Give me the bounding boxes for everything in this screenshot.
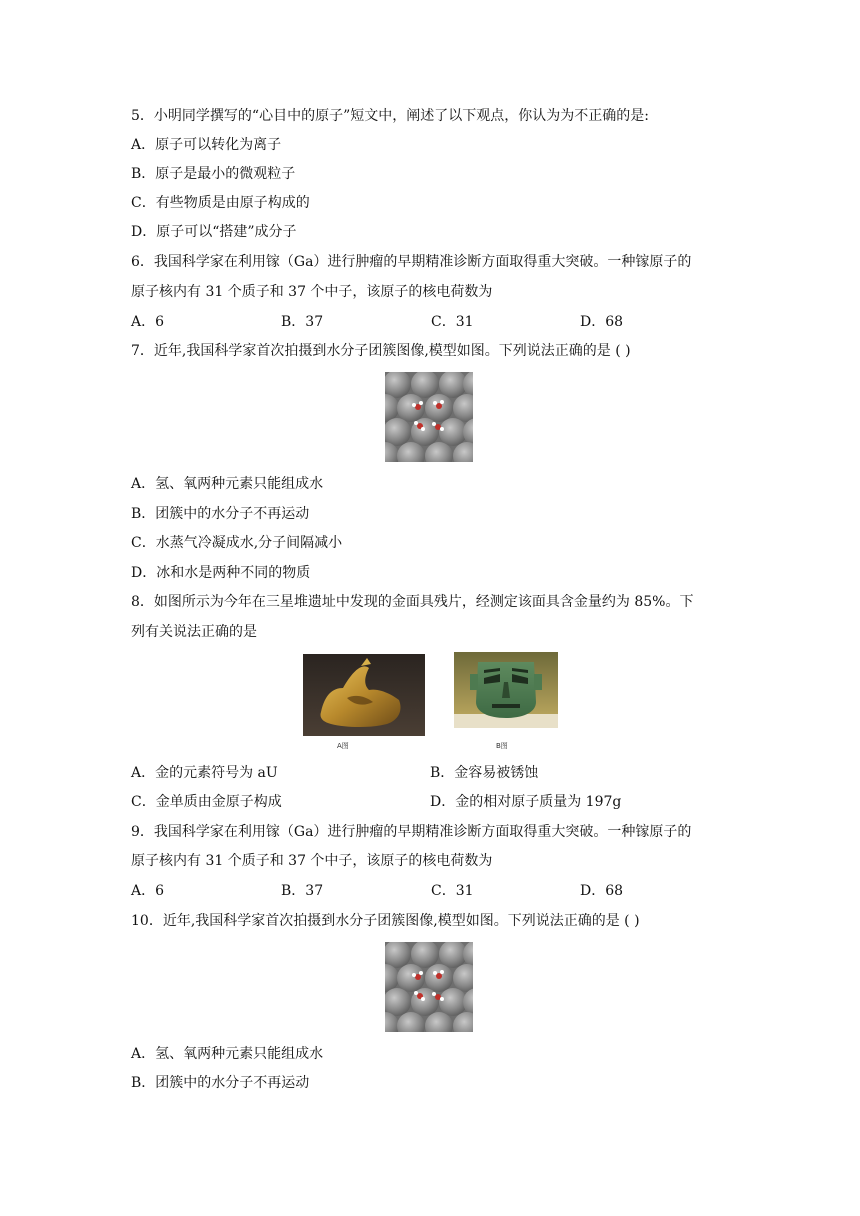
q7-option-d: D．冰和水是两种不同的物质 [131,565,311,581]
water-cluster-image [385,372,473,462]
q6-option-d: D．68 [580,314,624,330]
question-9-stem-line1: 9．我国科学家在利用镓（Ga）进行肿瘤的早期精准诊断方面取得重大突破。一种镓原子的 [131,824,692,840]
q9-option-d: D．68 [580,883,624,899]
q9-option-c: C．31 [431,883,474,899]
q7-option-c: C．水蒸气冷凝成水,分子间隔减小 [131,535,343,551]
q7-option-a: A．氢、氧两种元素只能组成水 [131,476,324,492]
question-5-stem: 5．小明同学撰写的“心目中的原子”短文中，阐述了以下观点，你认为为不正确的是: [131,108,649,124]
question-8-stem-line1: 8．如图所示为今年在三星堆遗址中发现的金面具残片，经测定该面具含金量约为 85%。下 [131,594,694,610]
q7-option-b: B．团簇中的水分子不再运动 [131,506,310,522]
q8-option-b: B．金容易被锈蚀 [430,765,539,781]
bronze-mask-image [454,652,558,728]
water-cluster-image-2 [385,942,473,1032]
q6-option-b: B．37 [281,314,324,330]
q6-option-a: A．6 [131,314,165,330]
question-6-stem-line1: 6．我国科学家在利用镓（Ga）进行肿瘤的早期精准诊断方面取得重大突破。一种镓原子的 [131,254,692,270]
figure-a-caption: A图 [337,742,349,750]
q5-option-a: A．原子可以转化为离子 [131,137,282,153]
question-8-stem-line2: 列有关说法正确的是 [131,624,257,640]
question-10-stem: 10．近年,我国科学家首次拍摄到水分子团簇图像,模型如图。下列说法正确的是 ( ) [131,913,640,929]
q9-option-b: B．37 [281,883,324,899]
q5-option-c: C．有些物质是由原子构成的 [131,195,310,211]
q9-option-a: A．6 [131,883,165,899]
question-7-stem: 7．近年,我国科学家首次拍摄到水分子团簇图像,模型如图。下列说法正确的是 ( ) [131,343,631,359]
q8-option-d: D．金的相对原子质量为 197g [430,794,622,810]
question-6-stem-line2: 原子核内有 31 个质子和 37 个中子，该原子的核电荷数为 [131,284,493,300]
gold-mask-fragment-image [303,654,425,736]
question-9-stem-line2: 原子核内有 31 个质子和 37 个中子，该原子的核电荷数为 [131,853,493,869]
q6-option-c: C．31 [431,314,474,330]
q8-option-c: C．金单质由金原子构成 [131,794,282,810]
q5-option-b: B．原子是最小的微观粒子 [131,166,296,182]
q10-option-b: B．团簇中的水分子不再运动 [131,1075,310,1091]
q10-option-a: A．氢、氧两种元素只能组成水 [131,1046,324,1062]
q5-option-d: D．原子可以“搭建”成分子 [131,224,297,240]
figure-b-caption: B图 [496,742,508,750]
q8-option-a: A．金的元素符号为 aU [131,765,278,781]
